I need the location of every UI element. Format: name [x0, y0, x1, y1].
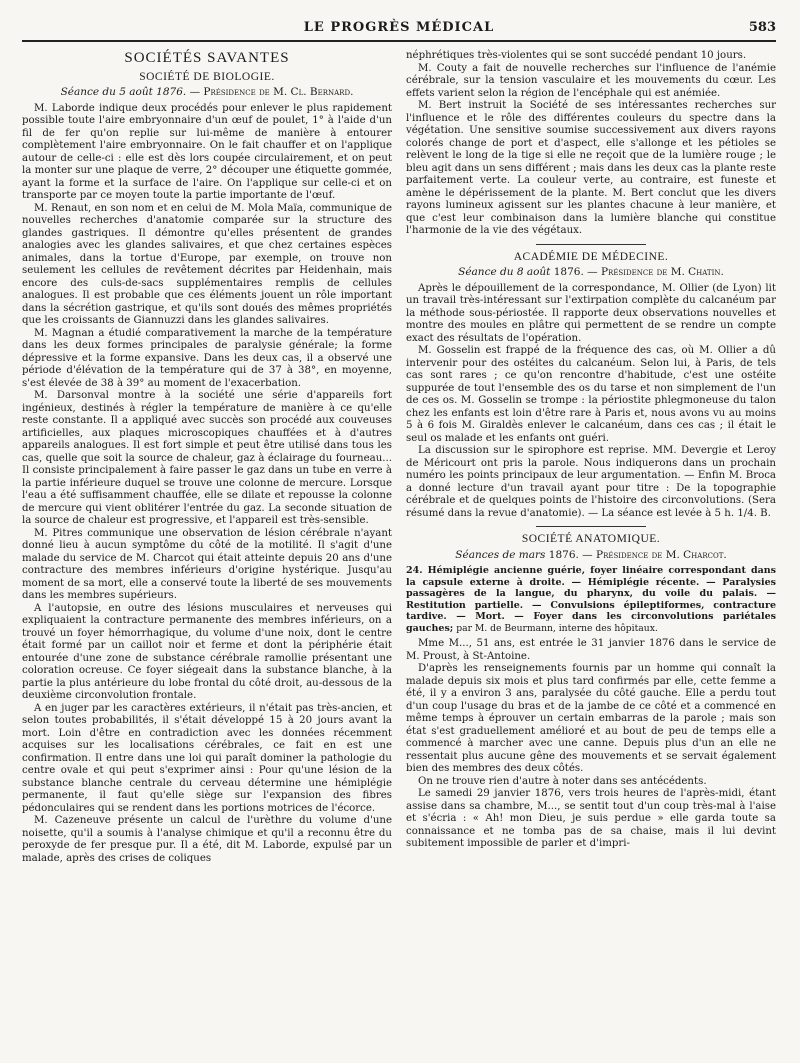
academy-presidence: 1876. — Présidence de M. Chatin.	[550, 266, 724, 278]
paragraph: M. Pitres communique une observation de lésion cérébrale n'ayant donné lieu à aucun symptôme du côté de la motilité. Il s'agit d'une malade du service de M. Charcot qui était atteinte depuis 20 ans d'une contracture des membres inférieurs d'origine hystérique. Jusqu'au moment de sa mort, elle a conservé toute la liberté de ses mouvements dans les membres supérieurs.	[22, 527, 392, 601]
academy-title: ACADÉMIE DE MÉDECINE.	[513, 250, 669, 263]
paragraph: M. Bert instruit la Société de ses intéressantes recherches sur l'influence et le rôle des différentes couleurs du spectre dans la végétation. Une sensitive soumise successivement aux divers rayons colorés change de port et d'aspect, elle s'allonge et les pétioles se relèvent le long de la tige si elle ne reçoit que de la lumière rouge ; le bleu agit dans un sens différent ; mais dans les deux cas la plante reste parfaitement verte. La couleur verte, au contraire, est funeste et amène le dépérissement de la plante. M. Bert conclut que les divers rayons lumineux agissent sur les plantes chacune à leur manière, et que c'est leur combinaison dans la lumière blanche qui constitue l'harmonie de la vie des végétaux.	[406, 100, 776, 236]
paragraph: M. Cazeneuve présente un calcul de l'urèthre du volume d'une noisette, qu'il a soumis à l'analyse chimique et qu'il a reconnu être du peroxyde de fer presque pur. Il a été, dit M. Laborde, expulsé par un malade, après des crises de coliques	[22, 815, 392, 864]
case-author: par M. de Beurmann, interne des hôpitaux.	[453, 622, 658, 634]
paragraph: M. Magnan a étudié comparativement la marche de la température dans les deux formes principales de paralysie générale; la forme dépressive et la forme expansive. Dans les deux cas, il a observé une période d'élévation de la température qui de 37 à 38°, en moyenne, s'est élevée de 38 à 39° au moment de l'exacerbation.	[22, 327, 392, 389]
page-number: 583	[748, 20, 776, 35]
paragraph: A l'autopsie, en outre des lésions musculaires et nerveuses qui expliquaient la contracture permanente des membres inférieurs, on a trouvé un foyer hémorrhagique, du volume d'une noix, dont le centre était formé par un caillot noir et ferme et dont la périphérie était entourée d'une zone de substance cérébrale ramollie présentant une coloration ocreuse. Ce foyer siégeait dans la substance blanche, à la partie la plus antérieure du lobe frontal du côté droit, au-dessous de la deuxième circonvolution frontale.	[22, 602, 392, 701]
paragraph: On ne trouve rien d'autre à noter dans ses antécédents.	[418, 775, 707, 787]
session-line-academy	[406, 266, 776, 279]
paragraph: M. Laborde indique deux procédés pour enlever le plus rapidement possible toute l'aire embryonnaire d'un œuf de poulet, 1° à l'aide d'un fil de fer qu'on replie sur lui-même de manière à entourer complètement l'aire embryonnaire. On le fait chauffer et on l'applique autour de celle-ci : elle est dès lors coupée circulairement, et on peut la monter sur une plaque de verre, 2° découper une étiquette gommée, ayant la forme et la surface de l'aire. On l'applique sur celle-ci et on transporte par ce moyen toute la partie importante de l'œuf.	[22, 102, 392, 201]
paragraph: La discussion sur le spirophore est reprise. MM. Devergie et Leroy de Méricourt ont pris la parole. Nous indiquerons dans un prochain numéro les points principaux de leur argumentation. — Enfin M. Broca a donné lecture d'un travail ayant pour titre : De la topographie cérébrale et de quelques points de l'histoire des circonvolutions. (Sera résumé dans la revue d'anatomie). — La séance est levée à 5 h. 1/4. B.	[406, 445, 776, 519]
session-line-anatomy	[406, 549, 776, 562]
anatomy-presidence: 1876. — Présidence de M. Charcot.	[545, 548, 727, 561]
session-date: Séance du 5 août 1876.	[60, 86, 187, 98]
session-presidence: — Présidence de M. Cl. Bernard.	[186, 86, 354, 98]
case-heading	[406, 565, 776, 634]
paragraph: Après le dépouillement de la correspondance, M. Ollier (de Lyon) lit un travail très-intéressant sur l'extirpation complète du calcanéum par la méthode sous-périostée. Il rapporte deux observations nouvelles et montre des moules en plâtre qui permettent de se rendre un compte exact des résultats de l'opération.	[406, 282, 776, 344]
anatomy-date: Séances de mars	[455, 548, 546, 561]
anatomy-title: SOCIÉTÉ ANATOMIQUE.	[521, 533, 661, 545]
academy-date: Séance du 8 août	[458, 266, 551, 278]
running-header	[22, 18, 776, 42]
left-column	[22, 50, 392, 865]
paragraph: néphrétiques très-violentes qui se sont succédé pendant 10 jours.	[406, 50, 747, 61]
columns	[22, 50, 776, 865]
section-divider	[536, 526, 646, 527]
paragraph: Mme M..., 51 ans, est entrée le 31 janvier 1876 dans le service de M. Proust, à St-Antoine.	[406, 638, 776, 662]
paragraph: A en juger par les caractères extérieurs, il n'était pas très-ancien, et selon toutes probabilités, il s'était développé 15 à 20 jours avant la mort. Loin d'être en contradiction avec les données récemment acquises sur les localisations cérébrales, ce fait en est une confirmation. Il entre dans une loi qui paraît dominer la pathologie du centre ovale et qui peut s'exprimer ainsi : Pour qu'une lésion de la substance blanche centrale du cerveau détermine une hémiplégie permanente, il faut qu'elle siège sur l'expansion des fibres pédonculaires qui se rendent dans les portions motrices de l'écorce.	[22, 702, 392, 814]
case-title: 24. Hémiplégie ancienne guérie, foyer linéaire correspondant dans la capsule externe à droite. — Hémiplégie récente. — Paralysies passagères de la langue, du pharynx, du voile du palais. — Restitution partielle. — Convulsions épileptiformes, contracture tardive. — Mort. — Foyer dans les circonvolutions pariétales gauches;	[406, 565, 776, 634]
paragraph: M. Couty a fait de nouvelle recherches sur l'influence de l'anémie cérébrale, sur la tension vasculaire et les mouvements du cœur. Les effets varient selon la région de l'encéphale qui est anémiée.	[406, 62, 776, 99]
newspaper-page	[22, 18, 776, 1048]
journal-title: LE PROGRÈS MÉDICAL	[303, 20, 495, 35]
right-column	[406, 50, 776, 865]
session-line-biologie	[22, 86, 392, 99]
paragraph: M. Renaut, en son nom et en celui de M. Mola Maïa, communique de nouvelles recherches d'anatomie comparée sur la structure des glandes gastriques. Il démontre qu'elles présentent de grandes analogies avec les glandes salivaires, et que chez certaines espèces animales, dans la tortue d'Europe, par exemple, on trouve non seulement les cellules de revêtement décrites par Heidenhain, mais encore des culs-de-sacs supplémentaires remplis de cellules analogues. Il est probable que ces éléments jouent un rôle important dans la sécrétion gastrique, et qu'ils sont doués des mêmes propriétés que les croissants de Giannuzzi dans les glandes salivaires.	[22, 202, 392, 326]
section-title: SOCIÉTÉS SAVANTES	[124, 50, 290, 66]
society-title-biologie: SOCIÉTÉ DE BIOLOGIE.	[139, 70, 275, 83]
section-divider	[536, 244, 646, 245]
paragraph: Le samedi 29 janvier 1876, vers trois heures de l'après-midi, étant assise dans sa chambre, M..., se sentit tout d'un coup très-mal à l'aise et s'écria : « Ah! mon Dieu, je suis perdue » elle garda toute sa connaissance et ne tomba pas de sa chaise, mais il lui devint subitement impossible de parler et d'impri-	[406, 788, 776, 849]
paragraph: M. Gosselin est frappé de la fréquence des cas, où M. Ollier a dû intervenir pour des ostéites du calcanéum. Selon lui, à Paris, de tels cas sont rares ; ce qu'on rencontre d'habitude, c'est une ostéite suppurée de tout l'ensemble des os du tarse et non simplement de l'un de ces os. M. Gosselin se trompe : la périostite phlegmoneuse du talon chez les enfants est loin d'être rare à Paris et, nous avons vu au moins 5 à 6 fois M. Giraldès enlever le calcanéum, dans ces cas ; il était le seul os malade et les enfants ont guéri.	[406, 345, 776, 444]
paragraph: M. Darsonval montre à la société une série d'appareils fort ingénieux, destinés à régler la température de manière à ce qu'elle reste constante. Il a appliqué avec succès son procédé aux couveuses artificielles, aux plaques microscopiques chauffées et à d'autres appareils analogues. Il est fort simple et peut être utilisé dans tous les cas, quelle que soit la source de chaleur, gaz à éclairage du fourneau... Il consiste principalement à faire passer le gaz dans un tube en verre à la partie inférieure duquel se trouve une colonne de mercure. Lorsque l'eau a été suffisamment chauffée, elle se dilate et repousse la colonne de mercure qui vient oblitérer l'entrée du gaz. La seconde situation de la source de chaleur est progressive, et l'appareil est très-sensible.	[22, 390, 392, 526]
paragraph: D'après les renseignements fournis par un homme qui connaît la malade depuis six mois et plus tard confirmés par elle, cette femme a été, il y a environ 3 ans, paralysée du côté gauche. Elle a perdu tout d'un coup l'usage du bras et de la jambe de ce côté et a commencé en même temps à éprouver un certain embarras de la parole ; mais son état s'est graduellement amélioré et au bout de peu de temps elle a commencé à marcher avec une canne. Depuis plus d'un an elle ne ressentait plus aucune gêne des mouvements et se servait également bien des membres des deux côtés.	[406, 663, 776, 774]
